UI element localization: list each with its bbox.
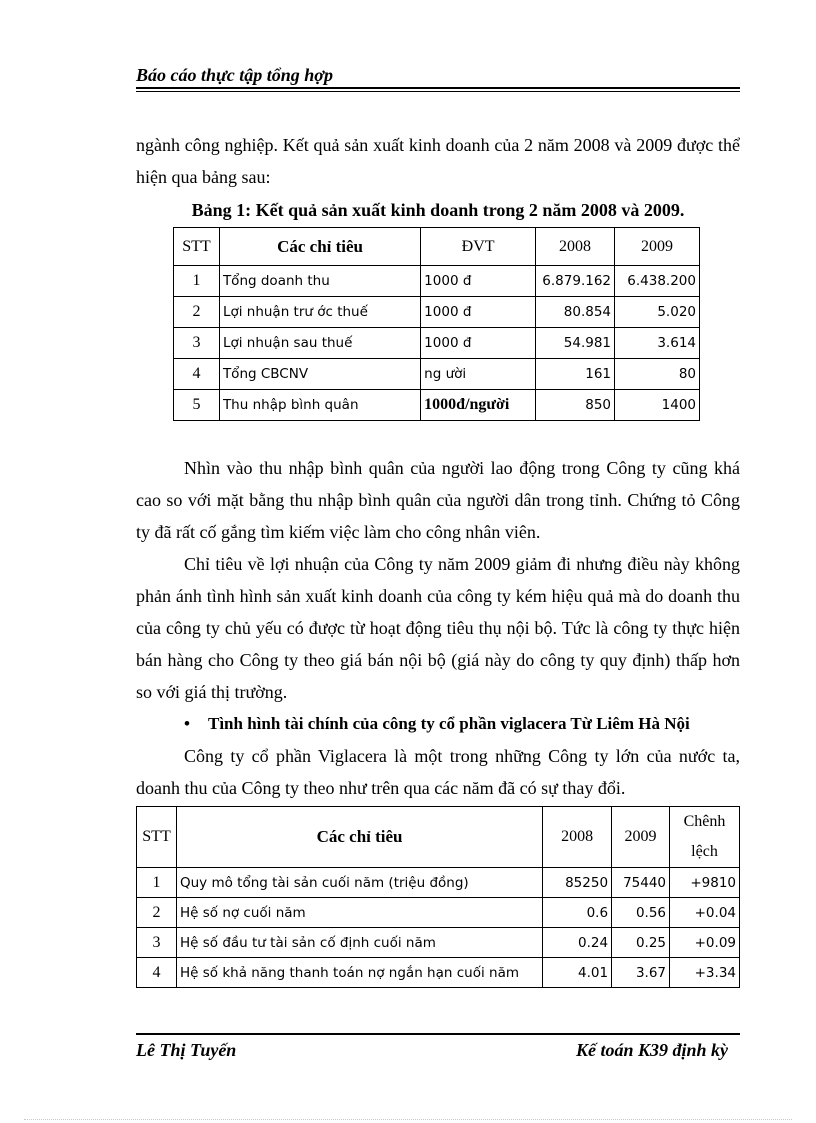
footer-row [136,1040,740,1066]
results-table [173,227,700,421]
table2-header-row [137,807,740,868]
value-2009-cell: 6.438.200 [615,266,700,297]
value-2008-cell: 161 [536,359,615,390]
stt-cell: 5 [174,390,220,421]
page-bottom-edge [24,1119,792,1120]
page-header [136,64,740,92]
value-2008-cell: 85250 [543,868,612,898]
table1-header-row [174,228,700,266]
diff-header-line1: Chênh [683,813,726,830]
stt-cell: 3 [174,328,220,359]
analysis-block [136,452,740,804]
value-2009-cell: 80 [615,359,700,390]
indicator-cell: Thu nhập bình quân [219,390,420,421]
diff-cell: +9810 [670,868,740,898]
table1-header-unit: ĐVT [421,228,536,266]
indicator-cell: Tổng CBCNV [219,359,420,390]
footer-course: Kế toán K39 định kỳ [575,1040,728,1060]
indicator-cell: Lợi nhuận sau thuế [219,328,420,359]
indicator-cell: Hệ số đầu tư tài sản cố định cuối năm [176,928,542,958]
indicator-cell: Quy mô tổng tài sản cuối năm (triệu đồng) [176,868,542,898]
stt-cell: 3 [137,928,177,958]
table-row [174,359,700,390]
indicator-cell: Hệ số nợ cuối năm [176,898,542,928]
table1-header-2009: 2009 [615,228,700,266]
diff-cell: +0.09 [670,928,740,958]
value-2008-cell: 0.24 [543,928,612,958]
indicator-cell: Hệ số khả năng thanh toán nợ ngắn hạn cuối năm [176,958,542,988]
diff-cell: +0.04 [670,898,740,928]
table-row [174,328,700,359]
table1-header-stt: STT [174,228,220,266]
unit-cell: 1000 đ [421,328,536,359]
value-2009-cell: 0.25 [612,928,670,958]
value-2009-cell: 1400 [615,390,700,421]
table-row [137,958,740,988]
value-2008-cell: 54.981 [536,328,615,359]
bullet-heading [136,708,740,740]
table2-header-diff [670,807,740,868]
table2-header-2008: 2008 [543,807,612,868]
stt-cell: 1 [137,868,177,898]
unit-cell: 1000đ/người [421,390,536,421]
table2-header-2009: 2009 [612,807,670,868]
table1-header-indicator: Các chỉ tiêu [219,228,420,266]
paragraph-company: Công ty cổ phần Viglacera là một trong những Công ty lớn của nước ta, doanh thu của Công ty theo như trên qua các năm đã có sự thay đổi. [136,746,740,798]
table2-header-indicator: Các chỉ tiêu [176,807,542,868]
value-2008-cell: 6.879.162 [536,266,615,297]
value-2009-cell: 3.67 [612,958,670,988]
unit-cell: 1000 đ [421,297,536,328]
table1-caption: Bảng 1: Kết quả sản xuất kinh doanh trong 2 năm 2008 và 2009. [191,200,685,220]
indicator-cell: Tổng doanh thu [219,266,420,297]
header-title: Báo cáo thực tập tổng hợp [136,65,333,85]
stt-cell: 2 [137,898,177,928]
diff-header-line2: lệch [691,843,718,860]
table-row [174,266,700,297]
table-row [137,898,740,928]
stt-cell: 1 [174,266,220,297]
value-2009-cell: 3.614 [615,328,700,359]
table-row [137,868,740,898]
value-2008-cell: 0.6 [543,898,612,928]
stt-cell: 2 [174,297,220,328]
page-footer [136,1033,740,1066]
indicator-cell: Lợi nhuận trư ớc thuế [219,297,420,328]
bullet-heading-text: Tình hình tài chính của công ty cổ phần viglacera Từ Liêm Hà Nội [208,714,690,733]
unit-cell: ng ười [421,359,536,390]
value-2009-cell: 75440 [612,868,670,898]
financial-table [136,806,740,988]
value-2009-cell: 0.56 [612,898,670,928]
unit-cell: 1000 đ [421,266,536,297]
intro-block [136,129,740,193]
value-2008-cell: 4.01 [543,958,612,988]
bullet-icon: • [184,714,190,733]
stt-cell: 4 [174,359,220,390]
footer-rule [136,1033,740,1035]
value-2008-cell: 80.854 [536,297,615,328]
table-row [174,297,700,328]
value-2008-cell: 850 [536,390,615,421]
table1-header-2008: 2008 [536,228,615,266]
paragraph-income: Nhìn vào thu nhập bình quân của người lao động trong Công ty cũng khá cao so với mặt bằng thu nhập bình quân của người dân trong tỉnh. Chứng tỏ Công ty đã rất cố gắng tìm kiếm việc làm cho công nhân viên. [136,458,740,542]
footer-author: Lê Thị Tuyến [136,1040,237,1060]
table-row [174,390,700,421]
stt-cell: 4 [137,958,177,988]
table2-header-stt: STT [137,807,177,868]
value-2009-cell: 5.020 [615,297,700,328]
header-rule [136,87,740,92]
paragraph-profit: Chỉ tiêu về lợi nhuận của Công ty năm 2009 giảm đi nhưng điều này không phản ánh tình hình sản xuất kinh doanh của công ty kém hiệu quả mà do doanh thu của công ty chủ yếu có được từ hoạt động tiêu thụ nội bộ. Tức là công ty thực hiện bán hàng cho Công ty theo giá bán nội bộ (giá này do công ty quy định) thấp hơn so với giá thị trường. [136,554,740,702]
intro-paragraph: ngành công nghiệp. Kết quả sản xuất kinh doanh của 2 năm 2008 và 2009 được thể hiện qua bảng sau: [136,135,740,187]
table-row [137,928,740,958]
diff-cell: +3.34 [670,958,740,988]
